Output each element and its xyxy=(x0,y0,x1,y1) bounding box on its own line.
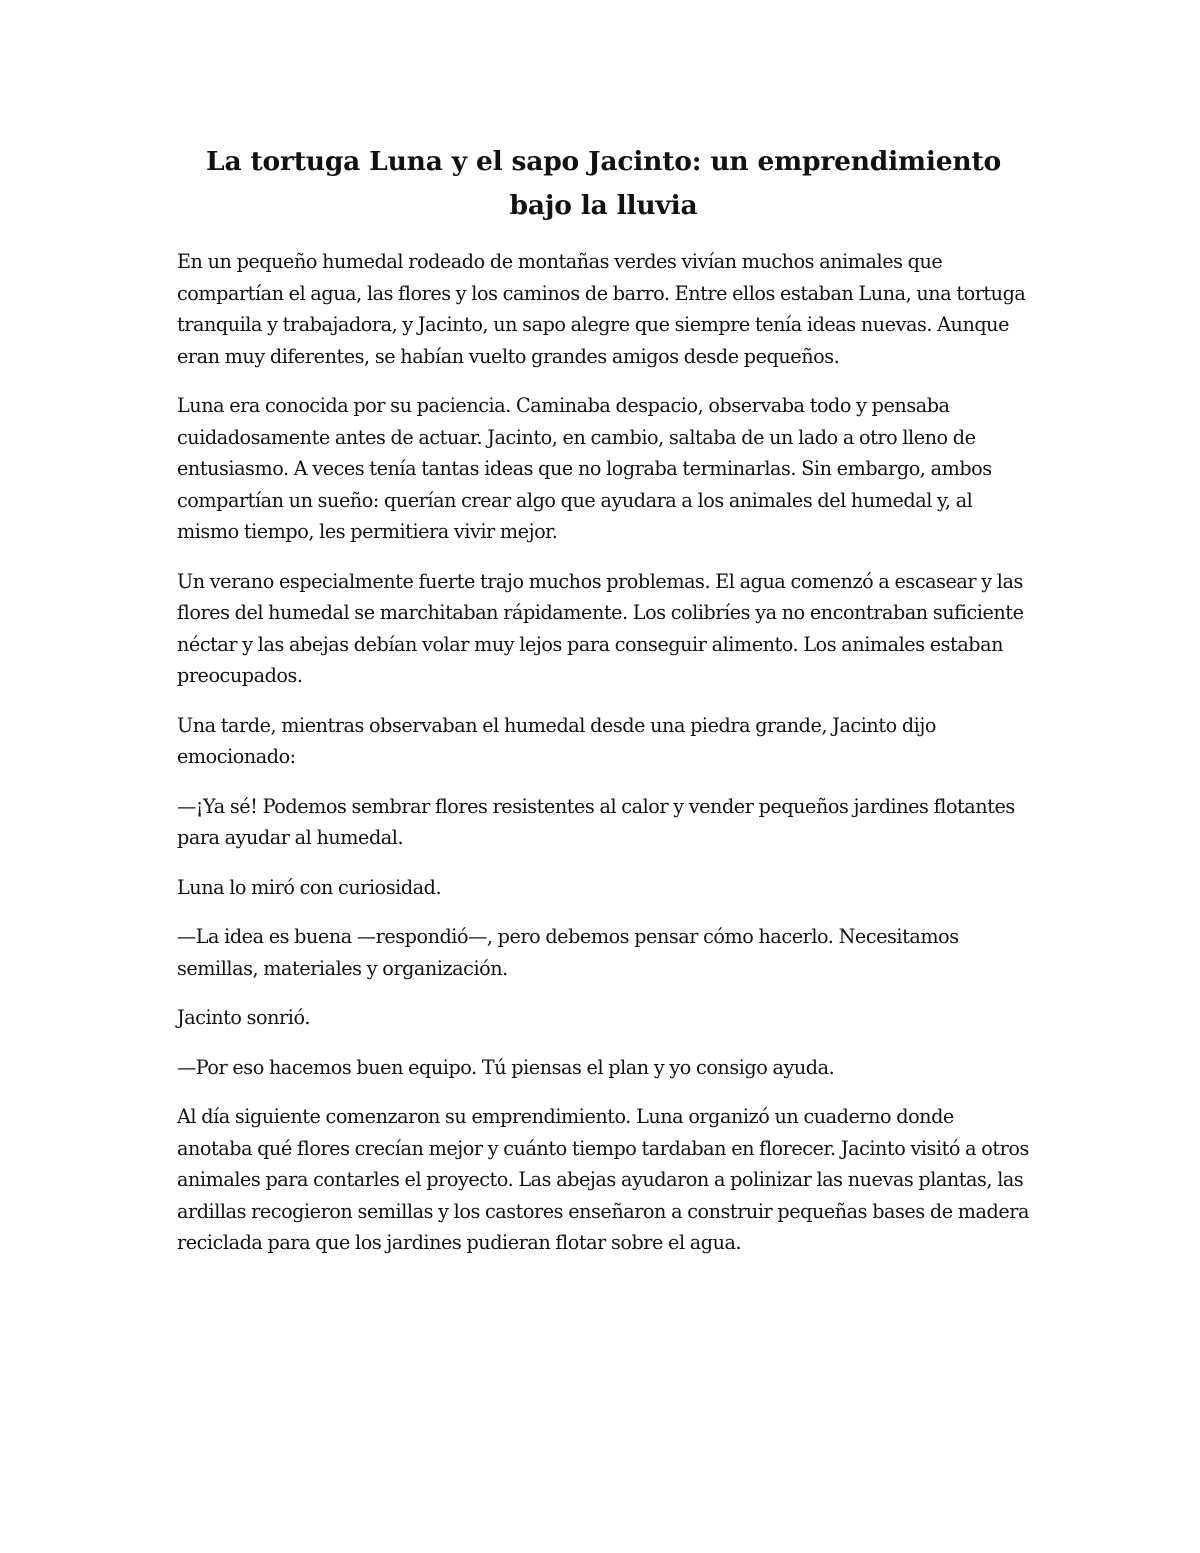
paragraph-5: —¡Ya sé! Podemos sembrar flores resistentes al calor y vender pequeños jardines flotantes para ayudar al humedal. xyxy=(177,794,1015,849)
paragraph-10: Al día siguiente comenzaron su emprendimiento. Luna organizó un cuaderno donde anotaba qué flores crecían mejor y cuánto tiempo tardaban en florecer. Jacinto visitó a otros animales para contarles el proyecto. Las abejas ayudaron a polinizar las nuevas plantas, las ardillas recogieron semillas y los castores enseñaron a construir pequeñas bases de madera reciclada para que los jardines pudieran flotar sobre el agua. xyxy=(177,1105,1029,1254)
paragraph-4: Una tarde, mientras observaban el humedal desde una piedra grande, Jacinto dijo emocionado: xyxy=(177,713,936,768)
paragraph-7: —La idea es buena —respondió—, pero debemos pensar cómo hacerlo. Necesitamos semillas, materiales y organización. xyxy=(177,925,959,980)
document-title: La tortuga Luna y el sapo Jacinto: un emprendimiento bajo la lluvia xyxy=(206,146,1001,221)
paragraph-2: Luna era conocida por su paciencia. Caminaba despacio, observaba todo y pensaba cuidadosamente antes de actuar. Jacinto, en cambio, saltaba de un lado a otro lleno de entusiasmo. A veces tenía tantas ideas que no lograba terminarlas. Sin embargo, ambos compartían un sueño: querían crear algo que ayudara a los animales del humedal y, al mismo tiempo, les permitiera vivir mejor. xyxy=(177,394,992,543)
paragraph-8: Jacinto sonrió. xyxy=(177,1006,310,1029)
paragraph-6: Luna lo miró con curiosidad. xyxy=(177,875,442,899)
paragraph-3: Un verano especialmente fuerte trajo muchos problemas. El agua comenzó a escasear y las flores del humedal se marchitaban rápidamente. Los colibríes ya no encontraban suficiente néctar y las abejas debían volar muy lejos para conseguir alimento. Los animales estaban preocupados. xyxy=(177,569,1024,687)
paragraph-9: —Por eso hacemos buen equipo. Tú piensas el plan y yo consigo ayuda. xyxy=(177,1055,835,1079)
paragraph-1: En un pequeño humedal rodeado de montañas verdes vivían muchos animales que compartían el agua, las flores y los caminos de barro. Entre ellos estaban Luna, una tortuga tranquila y trabajadora, y Jacinto, un sapo alegre que siempre tenía ideas nuevas. Aunque eran muy diferentes, se habían vuelto grandes amigos desde pequeños. xyxy=(177,250,1026,368)
